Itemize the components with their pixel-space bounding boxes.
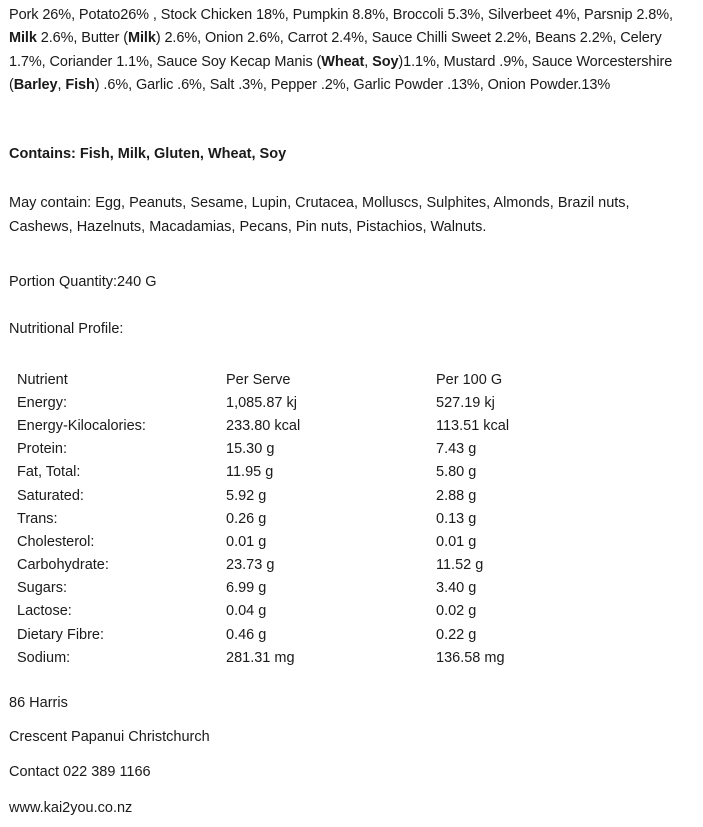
website-link[interactable]: www.kai2you.co.nz [9, 800, 133, 816]
nutrient-name: Energy: [17, 394, 67, 411]
allergen-highlight: Milk [128, 30, 156, 47]
nutrient-name: Sodium: [17, 649, 71, 666]
ingredient-text: , [57, 76, 66, 93]
allergen-highlight: Soy [372, 53, 399, 70]
address-line-2: Crescent Papanui Christchurch [9, 729, 210, 745]
table-row [9, 507, 636, 530]
per-serve-value: 1,085.87 kj [226, 394, 297, 411]
nutrient-name: Dietary Fibre: [17, 626, 105, 643]
per-100g-value: 113.51 kcal [436, 417, 510, 434]
per-100g-value: 527.19 kj [436, 394, 495, 411]
nutrition-header-row [9, 368, 636, 391]
header-per-100g: Per 100 G [436, 371, 503, 388]
nutrient-name: Fat, Total: [17, 464, 81, 481]
label-document [9, 4, 695, 816]
per-serve-value: 0.01 g [226, 533, 267, 550]
per-serve-value: 0.46 g [226, 626, 267, 643]
per-serve-value: 15.30 g [226, 441, 275, 458]
address-line-1: 86 Harris [9, 695, 68, 711]
per-100g-value: 5.80 g [436, 464, 477, 481]
ingredient-text: Pork 26%, Potato26% , Stock Chicken 18%, Pumpkin 8.8%, Broccoli 5.3%, Silverbeet 4%, Parsnip 2.8%, [9, 7, 673, 23]
allergen-highlight: Barley [13, 76, 58, 93]
nutrient-name: Saturated: [17, 487, 84, 504]
table-row [9, 623, 636, 646]
per-100g-value: 0.22 g [436, 626, 477, 643]
allergen-highlight: Milk [9, 30, 37, 47]
per-serve-value: 233.80 kcal [226, 417, 301, 434]
nutrient-name: Carbohydrate: [17, 557, 109, 574]
portion-quantity: Portion Quantity:240 G [9, 274, 157, 290]
nutrition-table [9, 368, 636, 669]
per-100g-value: 3.40 g [436, 580, 477, 597]
table-row [9, 414, 636, 437]
per-serve-value: 5.92 g [226, 487, 267, 504]
per-100g-value: 11.52 g [436, 557, 484, 574]
table-row [9, 646, 636, 669]
ingredient-text: ) 2.6%, Onion 2.6%, Carrot 2.4%, Sauce Chilli Sweet 2.2%, Beans 2.2%, Celery 1.7%, Coriander 1.1%, Sauce Soy Kecap Manis ( [9, 30, 662, 70]
nutrient-name: Trans: [17, 510, 58, 527]
per-serve-value: 281.31 mg [226, 649, 295, 666]
table-row [9, 554, 636, 577]
allergen-contains: Contains: Fish, Milk, Gluten, Wheat, Soy [9, 146, 287, 162]
allergen-may-contain: May contain: Egg, Peanuts, Sesame, Lupin, Crutacea, Molluscs, Sulphites, Almonds, Brazil nuts, Cashews, Hazelnuts, Macadamias, Pecans, Pin nuts, Pistachios, Walnuts. [9, 195, 630, 235]
allergen-highlight: Fish [65, 76, 95, 93]
ingredient-text: )1.1%, Mustard .9%, Sauce Worcestershire ( [9, 53, 673, 93]
nutrient-name: Lactose: [17, 603, 72, 620]
ingredient-text: , [364, 53, 373, 70]
nutritional-profile-title: Nutritional Profile: [9, 321, 124, 337]
nutrient-name: Cholesterol: [17, 533, 95, 550]
per-serve-value: 6.99 g [226, 580, 267, 597]
allergen-highlight: Wheat [321, 53, 365, 70]
nutrient-name: Sugars: [17, 580, 67, 597]
contact-phone: Contact 022 389 1166 [9, 764, 151, 780]
header-per-serve: Per Serve [226, 371, 291, 388]
nutrient-name: Protein: [17, 441, 67, 458]
per-100g-value: 136.58 mg [436, 649, 505, 666]
table-row [9, 438, 636, 461]
per-100g-value: 7.43 g [436, 441, 477, 458]
table-row [9, 391, 636, 414]
per-100g-value: 0.01 g [436, 533, 477, 550]
header-nutrient: Nutrient [17, 371, 68, 388]
per-serve-value: 0.26 g [226, 510, 267, 527]
ingredient-text: 2.6%, Butter ( [36, 30, 128, 47]
table-row [9, 461, 636, 484]
per-serve-value: 23.73 g [226, 557, 275, 574]
nutrient-name: Energy-Kilocalories: [17, 417, 146, 434]
per-100g-value: 0.02 g [436, 603, 477, 620]
per-serve-value: 11.95 g [226, 464, 274, 481]
per-100g-value: 2.88 g [436, 487, 477, 504]
per-serve-value: 0.04 g [226, 603, 267, 620]
per-100g-value: 0.13 g [436, 510, 477, 527]
table-row [9, 484, 636, 507]
ingredients-list [9, 4, 695, 97]
table-row [9, 530, 636, 553]
table-row [9, 600, 636, 623]
table-row [9, 577, 636, 600]
ingredient-text: ) .6%, Garlic .6%, Salt .3%, Pepper .2%, Garlic Powder .13%, Onion Powder.13% [94, 76, 611, 93]
